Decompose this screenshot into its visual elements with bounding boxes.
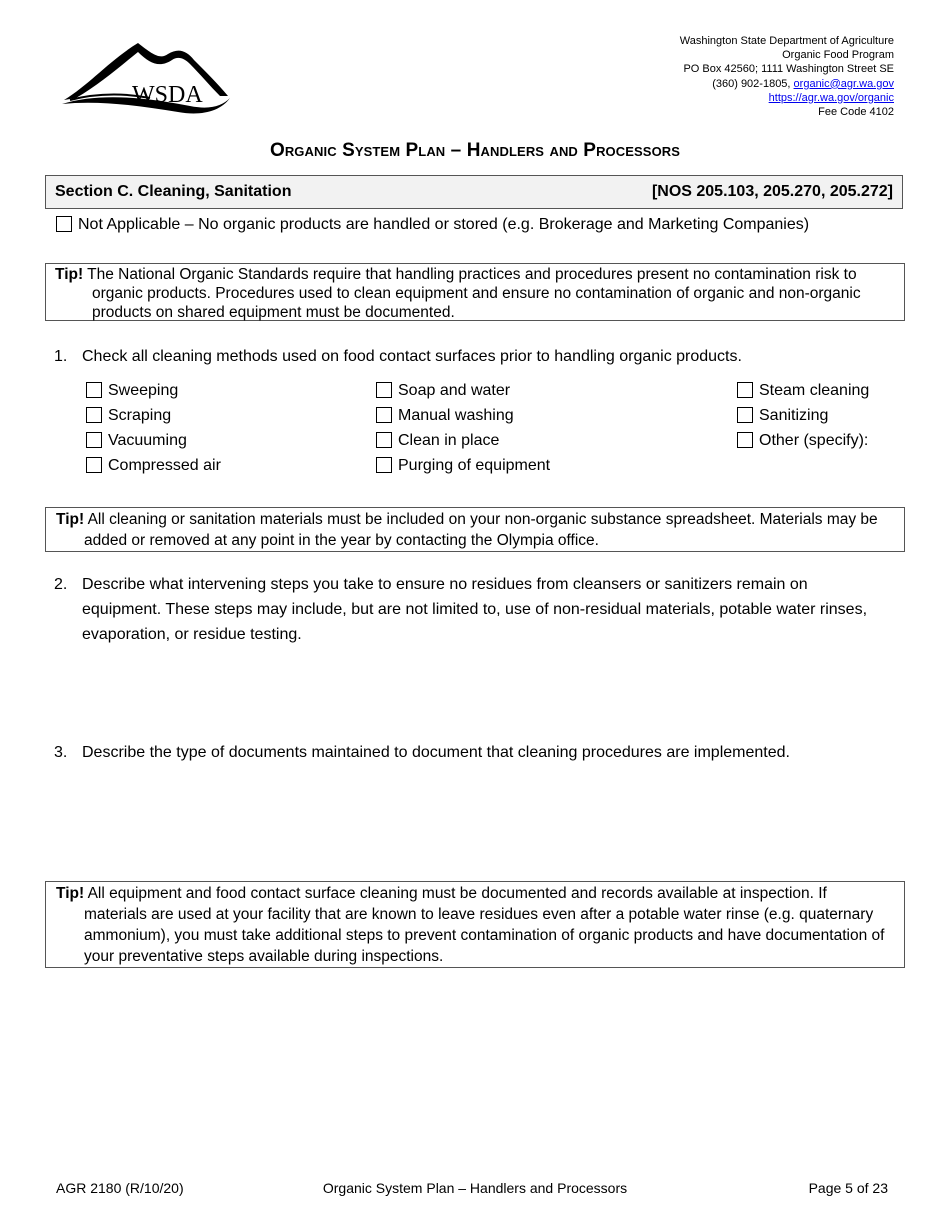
footer-page-number: Page 5 of 23 bbox=[808, 1180, 888, 1196]
option-manual-washing[interactable] bbox=[376, 403, 514, 428]
option-purging-of-equipment[interactable] bbox=[376, 453, 550, 478]
checkbox[interactable] bbox=[376, 457, 392, 473]
tip-label: Tip! bbox=[56, 511, 85, 528]
tip-label: Tip! bbox=[56, 885, 85, 902]
section-header bbox=[45, 175, 903, 209]
question-number: 2. bbox=[54, 576, 68, 593]
tip-box bbox=[45, 263, 905, 321]
option-label: Other (specify): bbox=[759, 432, 869, 449]
question-number: 1. bbox=[54, 348, 68, 365]
footer-title: Organic System Plan – Handlers and Processors bbox=[322, 1180, 628, 1196]
wsda-logo bbox=[60, 40, 232, 114]
question-2 bbox=[54, 572, 874, 647]
tip-box bbox=[45, 881, 905, 968]
checkbox[interactable] bbox=[376, 382, 392, 398]
footer-form-number: AGR 2180 (R/10/20) bbox=[56, 1180, 184, 1196]
checkbox[interactable] bbox=[376, 407, 392, 423]
tip-text: The National Organic Standards require that handling practices and procedures present no contamination risk to organic products. Procedures used to clean equipment and ensure no contamination of organic and non-organic products on shared equipment must be documented. bbox=[87, 266, 861, 321]
tip-text: All cleaning or sanitation materials must be included on your non-organic substance spreadsheet. Materials may be added or removed at any point in the year by contacting the Olympia office. bbox=[84, 511, 878, 549]
option-label: Soap and water bbox=[398, 382, 511, 399]
option-clean-in-place[interactable] bbox=[376, 428, 499, 453]
agency-contact bbox=[680, 77, 894, 91]
agency-info bbox=[680, 34, 894, 119]
option-vacuuming[interactable] bbox=[86, 428, 187, 453]
program-name: Organic Food Program bbox=[782, 49, 894, 62]
checkbox[interactable] bbox=[86, 407, 102, 423]
logo-text: WSDA bbox=[132, 82, 203, 108]
checkbox[interactable] bbox=[737, 432, 753, 448]
option-sweeping[interactable] bbox=[86, 378, 178, 403]
question-1 bbox=[54, 344, 874, 369]
checkbox[interactable] bbox=[86, 382, 102, 398]
agency-email-link[interactable]: organic@agr.wa.gov bbox=[793, 77, 894, 90]
section-reference: [NOS 205.103, 205.270, 205.272] bbox=[651, 183, 893, 200]
option-compressed-air[interactable] bbox=[86, 453, 221, 478]
tip-box bbox=[45, 507, 905, 552]
checkbox[interactable] bbox=[737, 407, 753, 423]
page-title: Organic System Plan – Handlers and Processors bbox=[269, 140, 681, 161]
wsda-mountain-logo bbox=[60, 40, 232, 114]
question-3 bbox=[54, 740, 874, 765]
tip-text: All equipment and food contact surface cleaning must be documented and records available at inspection. If materials are used at your facility that are known to leave residues even after a potable water rinse (e.g. quaternary ammonium), you must take additional steps to prevent contamination of organic products and have documentation of your preventative steps available during inspections. bbox=[84, 885, 885, 965]
tip-label: Tip! bbox=[55, 266, 84, 283]
option-sanitizing[interactable] bbox=[737, 403, 828, 428]
option-soap-and-water[interactable] bbox=[376, 378, 510, 403]
option-label: Compressed air bbox=[108, 457, 221, 474]
option-label: Purging of equipment bbox=[398, 457, 551, 474]
question-text: Describe what intervening steps you take to ensure no residues from cleansers or sanitizers remain on equipment. These steps may include, but are not limited to, use of non-residual materials, potable water rinses, evaporation, or residue testing. bbox=[82, 576, 868, 643]
option-label: Steam cleaning bbox=[759, 382, 870, 399]
option-other-specify[interactable] bbox=[737, 428, 868, 453]
question-text: Describe the type of documents maintained to document that cleaning procedures are implemented. bbox=[82, 744, 790, 761]
agency-phone: (360) 902-1805, bbox=[712, 77, 794, 90]
question-text: Check all cleaning methods used on food contact surfaces prior to handling organic products. bbox=[82, 348, 742, 365]
checkbox[interactable] bbox=[86, 457, 102, 473]
fee-code: Fee Code 4102 bbox=[818, 106, 894, 119]
option-label: Vacuuming bbox=[108, 432, 187, 449]
checkbox[interactable] bbox=[737, 382, 753, 398]
not-applicable-label: Not Applicable – No organic products are handled or stored (e.g. Brokerage and Marketing Companies) bbox=[78, 216, 810, 233]
checkbox[interactable] bbox=[86, 432, 102, 448]
option-label: Manual washing bbox=[398, 407, 514, 424]
question-number: 3. bbox=[54, 744, 68, 761]
section-name: Section C. Cleaning, Sanitation bbox=[55, 183, 292, 200]
checkbox[interactable] bbox=[376, 432, 392, 448]
not-applicable-checkbox[interactable] bbox=[56, 216, 72, 232]
agency-website-link[interactable]: https://agr.wa.gov/organic bbox=[768, 91, 894, 104]
agency-address: PO Box 42560; 1111 Washington Street SE bbox=[683, 63, 894, 76]
option-label: Sweeping bbox=[108, 382, 179, 399]
agency-name: Washington State Department of Agriculture bbox=[679, 35, 894, 47]
option-label: Sanitizing bbox=[759, 407, 829, 424]
option-label: Scraping bbox=[108, 407, 172, 424]
option-scraping[interactable] bbox=[86, 403, 171, 428]
option-steam-cleaning[interactable] bbox=[737, 378, 869, 403]
option-label: Clean in place bbox=[398, 432, 500, 449]
not-applicable-option[interactable] bbox=[56, 216, 809, 234]
